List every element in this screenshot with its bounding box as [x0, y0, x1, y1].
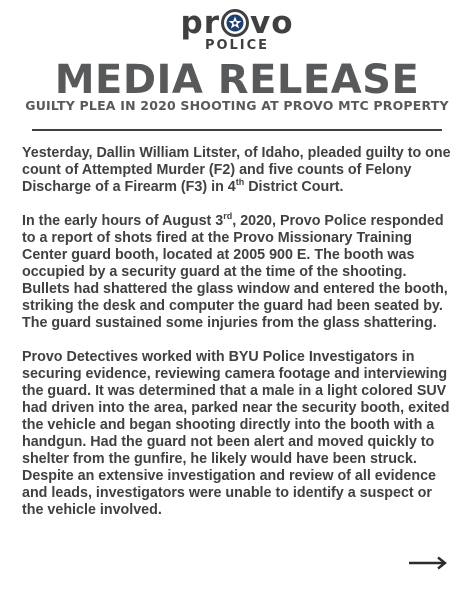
- paragraph-3: Provo Detectives worked with BYU Police Investigators in securing evidence, reviewing camera footage and interviewing the guard. It was determined that a male in a light colored SUV had driven into the area, parked near the security booth, exited the vehicle and began shooting directly into the booth with a handgun. Had the guard not been alert and moved quickly to shelter from the gunfire, he likely would have been struck. Despite an extensive investigation and review of all evidence and leads, investigators were unable to identify a suspect or the vehicle involved.: [22, 349, 450, 518]
- paragraph-2: [22, 213, 454, 332]
- logo-subtitle: POLICE: [204, 38, 270, 53]
- logo-word-left: pr: [180, 5, 220, 41]
- paragraph-1-text: Yesterday, Dallin William Litster, of Idaho, pleaded guilty to one count of Attempted Murder (F2) and five counts of Felony Discharge of a Firearm (F3) in 4: [22, 145, 451, 195]
- page-title: MEDIA RELEASE: [54, 57, 420, 103]
- logo-wordmark: [181, 6, 294, 40]
- release-body: [22, 145, 454, 536]
- paragraph-2-text-end: , 2020, Provo Police responded to a report of shots fired at the Provo Missionary Training Center guard booth, located at 2005 900 E. The booth was occupied by a security guard at the time of the shooting. Bullets had shattered the glass window and entered the booth, striking the desk and computer the guard had been seated by. The guard sustained some injuries from the glass shattering.: [22, 213, 448, 331]
- ordinal-suffix: th: [235, 177, 245, 188]
- page-subtitle: GUILTY PLEA IN 2020 SHOOTING AT PROVO MTC PROPERTY: [25, 98, 449, 113]
- ordinal-suffix: rd: [223, 211, 233, 222]
- provo-police-logo: [0, 6, 474, 53]
- divider: [32, 129, 442, 131]
- paragraph-1-text-end: District Court.: [244, 179, 344, 195]
- logo-word-right: vo: [249, 5, 294, 41]
- police-badge-icon: [221, 9, 249, 37]
- arrow-right-icon[interactable]: [408, 556, 448, 570]
- paragraph-1: [22, 145, 454, 196]
- paragraph-2-text: In the early hours of August 3: [22, 213, 224, 229]
